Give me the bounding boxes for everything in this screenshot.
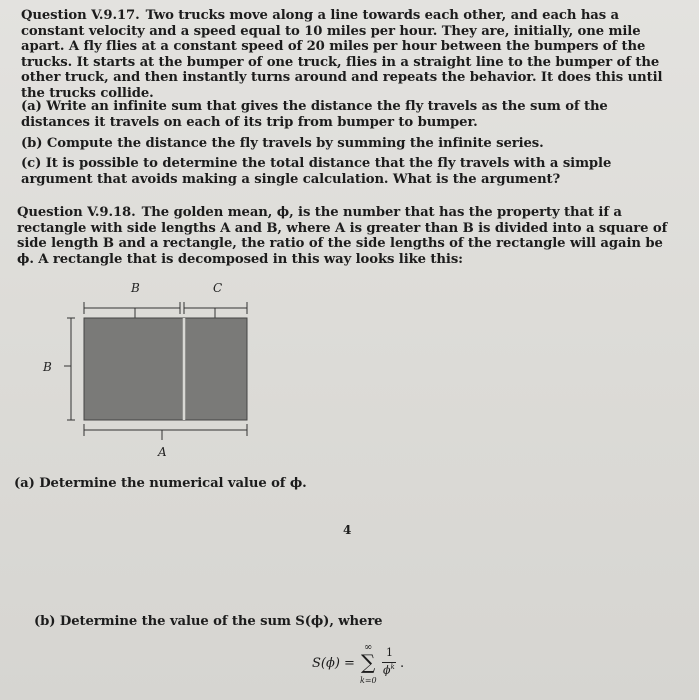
golden-rectangle-diagram: [40, 278, 260, 463]
label-b-left: B: [43, 360, 52, 374]
sum-lower-limit: k=0: [360, 676, 377, 685]
label-c-top: C: [213, 281, 223, 295]
bottom-dimension-lines: [84, 424, 247, 440]
sum-symbol: ∑: [361, 650, 376, 674]
denominator-base: ϕ: [383, 663, 391, 677]
sum-formula: [312, 642, 422, 692]
question-v918-part-b: [34, 614, 454, 630]
part-b-text: (b) Compute the distance the fly travels by summing the infinite series.: [21, 136, 544, 151]
top-dimension-lines: [84, 302, 247, 318]
part-a-text: (a) Determine the numerical value of ϕ.: [14, 476, 307, 491]
question-v917: [21, 8, 681, 101]
denominator-exponent: k: [390, 663, 395, 671]
question-text: Two trucks move along a line towards each other, and each has a constant velocity and a speed equal to 10 miles per hour. They are, initially, one mile apart. A fly flies at a constant speed of 20 miles per hour between the bumpers of the trucks. It starts at the bumper of one truck, flies in a straight line to the bumper of the other truck, and then instantly turns around and repeats the behavior. It does this until the trucks collide.: [21, 8, 663, 101]
label-b-top: B: [131, 281, 140, 295]
question-text: The golden mean, ϕ, is the number that has the property that if a rectangle with side lengths A and B, where A is greater than B is divided into a square of side length B and a rectangle, the ratio of the side lengths of the rectangle will again be ϕ. A rectangle that is decomposed in this way looks like this:: [17, 205, 668, 267]
label-a-bottom: A: [158, 445, 167, 459]
question-v917-part-a: [21, 99, 681, 130]
question-v917-part-b: [21, 136, 681, 152]
formula-lhs: S(ϕ) =: [312, 656, 355, 671]
question-label: Question V.9.18.: [17, 205, 136, 220]
page-number: 4: [343, 523, 352, 537]
question-v918: [17, 205, 681, 267]
left-dimension-lines: [64, 318, 75, 420]
part-b-text: (b) Determine the value of the sum S(ϕ), where: [34, 614, 383, 629]
part-c-text: (c) It is possible to determine the total distance that the fly travels with a simple argument that avoids making a single calculation. What is the argument?: [21, 156, 612, 187]
fraction-numerator: 1: [386, 646, 393, 659]
question-v918-part-a: [14, 476, 414, 492]
question-v917-part-c: [21, 156, 681, 187]
fraction-denominator: [383, 663, 395, 677]
question-label: Question V.9.17.: [21, 8, 140, 23]
formula-tail: .: [400, 656, 405, 671]
part-a-text: (a) Write an infinite sum that gives the distance the fly travels as the sum of the distances it travels on each of its trip from bumper to bumper.: [21, 99, 608, 130]
sum-upper-limit: ∞: [364, 642, 373, 653]
golden-rectangle: [84, 318, 247, 420]
